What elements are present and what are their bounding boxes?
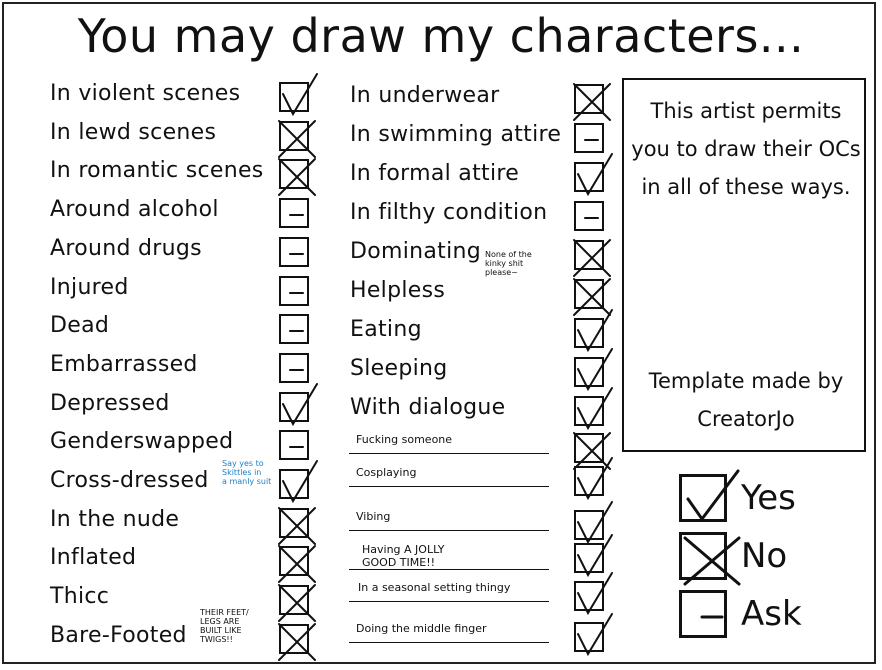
checklist-label: Thicc xyxy=(50,584,110,610)
checkbox-no[interactable] xyxy=(279,508,309,538)
check-mark-icon xyxy=(566,610,618,666)
checkbox-ask[interactable] xyxy=(279,276,309,306)
checkbox-yes[interactable] xyxy=(574,622,604,652)
checkbox-yes[interactable] xyxy=(574,162,604,192)
checkbox-yes[interactable] xyxy=(574,581,604,611)
custom-entry-line xyxy=(349,530,549,531)
checklist-label: In violent scenes xyxy=(50,81,241,106)
note-dominating: None of the kinky shit please~ xyxy=(485,250,532,277)
custom-entry-label: Doing the middle finger xyxy=(356,622,487,635)
custom-entry-label: In a seasonal setting thingy xyxy=(358,581,511,594)
note-cross-dressed: Say yes to Skittles in a manly suit xyxy=(222,459,272,486)
checklist-label: Dominating xyxy=(350,239,482,264)
checklist-label: Injured xyxy=(50,274,129,300)
checkbox-yes[interactable] xyxy=(574,466,604,496)
checkbox-yes[interactable] xyxy=(279,469,309,499)
checkbox-no[interactable] xyxy=(279,546,309,576)
custom-entry-label: Fucking someone xyxy=(356,433,453,446)
checklist-label: In the nude xyxy=(50,506,180,532)
checkbox-ask[interactable] xyxy=(279,314,309,344)
checklist-label: In lewd scenes xyxy=(50,119,217,145)
checklist-label: Bare-Footed xyxy=(50,622,187,648)
note-bare-footed: THEIR FEET/ LEGS ARE BUILT LIKE TWIGS!! xyxy=(200,608,249,644)
checkbox-ask[interactable] xyxy=(574,123,604,153)
custom-entry-line xyxy=(349,642,549,643)
checkbox-no[interactable] xyxy=(574,84,604,114)
checkbox-yes[interactable] xyxy=(279,392,309,422)
checkbox-yes[interactable] xyxy=(574,318,604,348)
checkbox-ask[interactable] xyxy=(279,198,309,228)
permission-text: This artist permits you to draw their OCs in all of these ways. xyxy=(631,99,861,199)
checkbox-no[interactable] xyxy=(279,121,309,151)
custom-entry-label: Having A JOLLY GOOD TIME!! xyxy=(362,543,445,569)
checkbox-yes[interactable] xyxy=(279,82,309,112)
page-title: You may draw my characters... xyxy=(77,9,805,63)
custom-entry-line xyxy=(349,453,549,454)
checkbox-ask[interactable] xyxy=(574,201,604,231)
checklist-label: Cross-dressed xyxy=(50,468,209,493)
checklist-label: In formal attire xyxy=(350,161,520,186)
checklist-label: Helpless xyxy=(350,278,446,303)
checklist-label: Eating xyxy=(350,317,422,342)
checkbox-ask[interactable] xyxy=(279,237,309,267)
checklist-label: Depressed xyxy=(50,390,170,416)
checklist-label: Around alcohol xyxy=(50,197,219,223)
custom-entry-label: Vibing xyxy=(356,510,391,523)
custom-entry-line xyxy=(349,601,549,602)
checklist-label: Sleeping xyxy=(350,356,448,381)
checkbox-no[interactable] xyxy=(279,624,309,654)
checklist-label: Inflated xyxy=(50,545,137,571)
dash-mark-icon xyxy=(672,567,752,647)
custom-entry-label: Cosplaying xyxy=(356,466,417,479)
checklist-label: In filthy condition xyxy=(350,200,548,225)
checklist-label: In underwear xyxy=(350,83,500,108)
checklist-label: Dead xyxy=(50,313,110,339)
checklist-label: Genderswapped xyxy=(50,429,234,455)
legend-label: No xyxy=(741,536,788,576)
cross-mark-icon xyxy=(271,612,323,668)
checklist-label: Embarrassed xyxy=(50,351,198,377)
checkbox-no[interactable] xyxy=(279,159,309,189)
checkbox-no[interactable] xyxy=(279,585,309,615)
checkbox-yes[interactable] xyxy=(574,357,604,387)
checkbox-ask[interactable] xyxy=(279,430,309,460)
legend-label: Yes xyxy=(741,478,796,518)
checklist-label: In swimming attire xyxy=(350,122,562,147)
checkbox-ask[interactable] xyxy=(279,353,309,383)
legend-label: Ask xyxy=(741,594,802,634)
checkbox-no[interactable] xyxy=(574,240,604,270)
checklist-label: In romantic scenes xyxy=(50,158,264,184)
checklist-label: With dialogue xyxy=(350,395,506,420)
checkbox-no[interactable] xyxy=(574,279,604,309)
custom-entry-line xyxy=(349,486,549,487)
legend-box-ask xyxy=(679,590,727,638)
credit-text: Template made by CreatorJo xyxy=(648,369,844,431)
custom-entry-line xyxy=(349,569,549,570)
checklist-label: Around drugs xyxy=(50,235,202,261)
